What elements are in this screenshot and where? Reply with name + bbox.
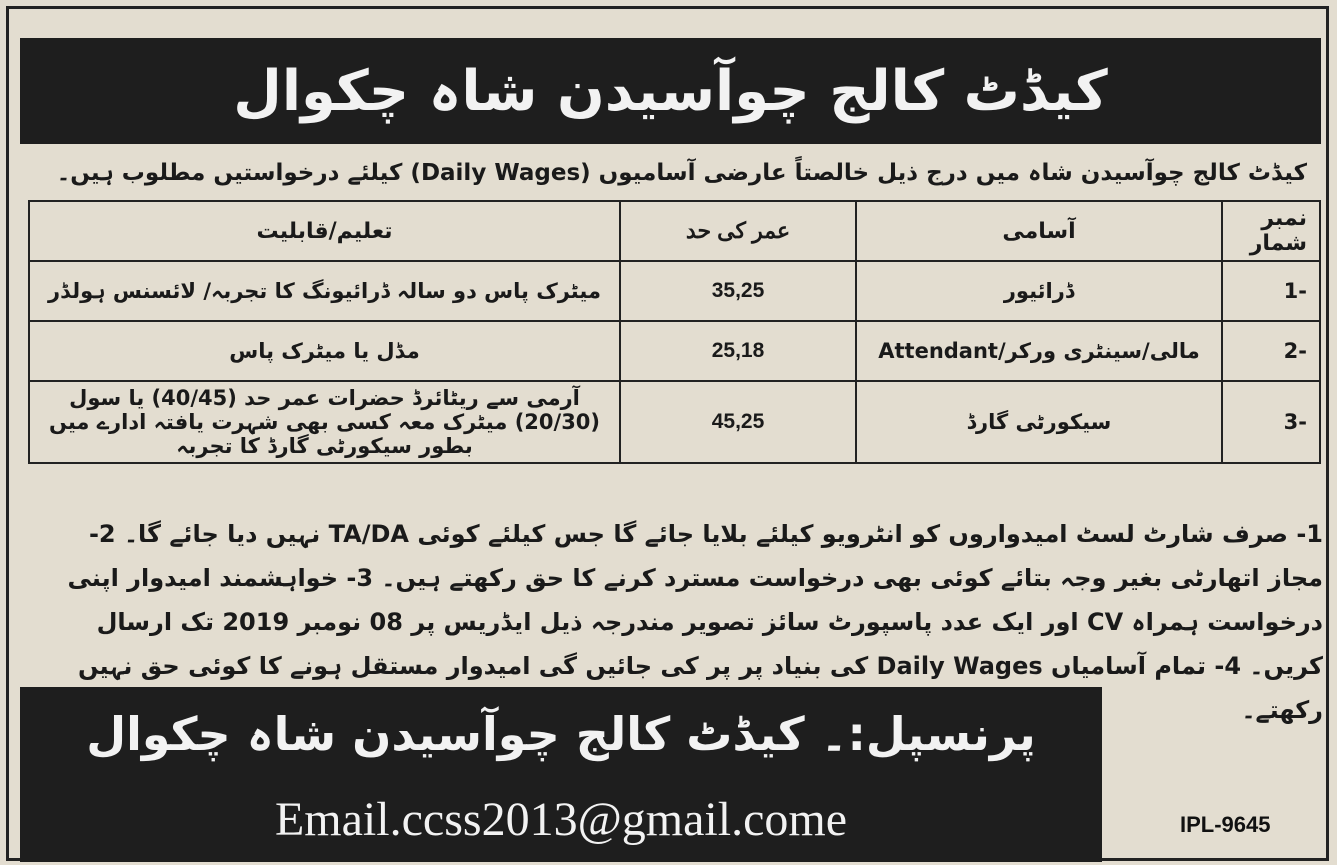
contact-banner bbox=[20, 687, 1102, 862]
row-age: 25,18 bbox=[620, 321, 856, 381]
row-post: ڈرائیور bbox=[856, 261, 1222, 321]
row-age: 45,25 bbox=[620, 381, 856, 463]
title-banner bbox=[20, 38, 1321, 144]
ad-title: کیڈٹ کالج چوآسیدن شاہ چکوال bbox=[233, 58, 1108, 124]
principal-address: پرنسپل:۔ کیڈٹ کالج چوآسیدن شاہ چکوال bbox=[86, 707, 1036, 761]
row-post: مالی/سینٹری ورکر/Attendant bbox=[856, 321, 1222, 381]
row-serial: -3 bbox=[1222, 381, 1320, 463]
row-age: 35,25 bbox=[620, 261, 856, 321]
row-serial: -2 bbox=[1222, 321, 1320, 381]
row-serial: -1 bbox=[1222, 261, 1320, 321]
row-post: سیکورٹی گارڈ bbox=[856, 381, 1222, 463]
table-row bbox=[29, 381, 1320, 463]
terms-conditions: 1- صرف شارٹ لسٹ امیدواروں کو انٹرویو کیلئے بلایا جائے گا جس کیلئے کوئی TA/DA نہیں دیا جائے گا۔ 2- مجاز اتھارٹی بغیر وجہ بتائے کوئی بھی درخواست مسترد کرنے کا حق رکھتے ہیں۔ 3- خواہشمند امیدوار اپنی درخواست ہمراہ CV اور ایک عدد پاسپورٹ سائز تصویر مندرجہ ذیل ایڈریس پر 08 نومبر 2019 تک ارسال کریں۔ 4- تمام آسامیاں Daily Wages کی بنیاد پر پر کی جائیں گی امیدوار مستقل ہونے کا کوئی حق نہیں رکھتے۔ bbox=[67, 520, 1323, 724]
ad-reference-code: IPL-9645 bbox=[1180, 812, 1271, 837]
header-serial: نمبر شمار bbox=[1222, 201, 1320, 261]
row-qualification: میٹرک پاس دو سالہ ڈرائیونگ کا تجربہ/ لائسنس ہولڈر bbox=[29, 261, 620, 321]
row-qualification: آرمی سے ریٹائرڈ حضرات عمر حد (40/45) یا سول (20/30) میٹرک معہ کسی بھی شہرت یافتہ ادارے میں بطور سیکورٹی گارڈ کا تجربہ bbox=[29, 381, 620, 463]
table-row bbox=[29, 321, 1320, 381]
table-header-row bbox=[29, 201, 1320, 261]
header-post: آسامی bbox=[856, 201, 1222, 261]
row-qualification: مڈل یا میٹرک پاس bbox=[29, 321, 620, 381]
table-row bbox=[29, 261, 1320, 321]
intro-text: کیڈٹ کالج چوآسیدن شاہ میں درج ذیل خالصتاً عارضی آسامیوں (Daily Wages) کیلئے درخواستیں مطلوب ہیں۔ bbox=[56, 160, 1307, 186]
header-qualification: تعلیم/قابلیت bbox=[29, 201, 620, 261]
email-address: Email.ccss2013@gmail.come bbox=[274, 793, 848, 846]
header-age: عمر کی حد bbox=[620, 201, 856, 261]
vacancy-table bbox=[28, 200, 1321, 464]
